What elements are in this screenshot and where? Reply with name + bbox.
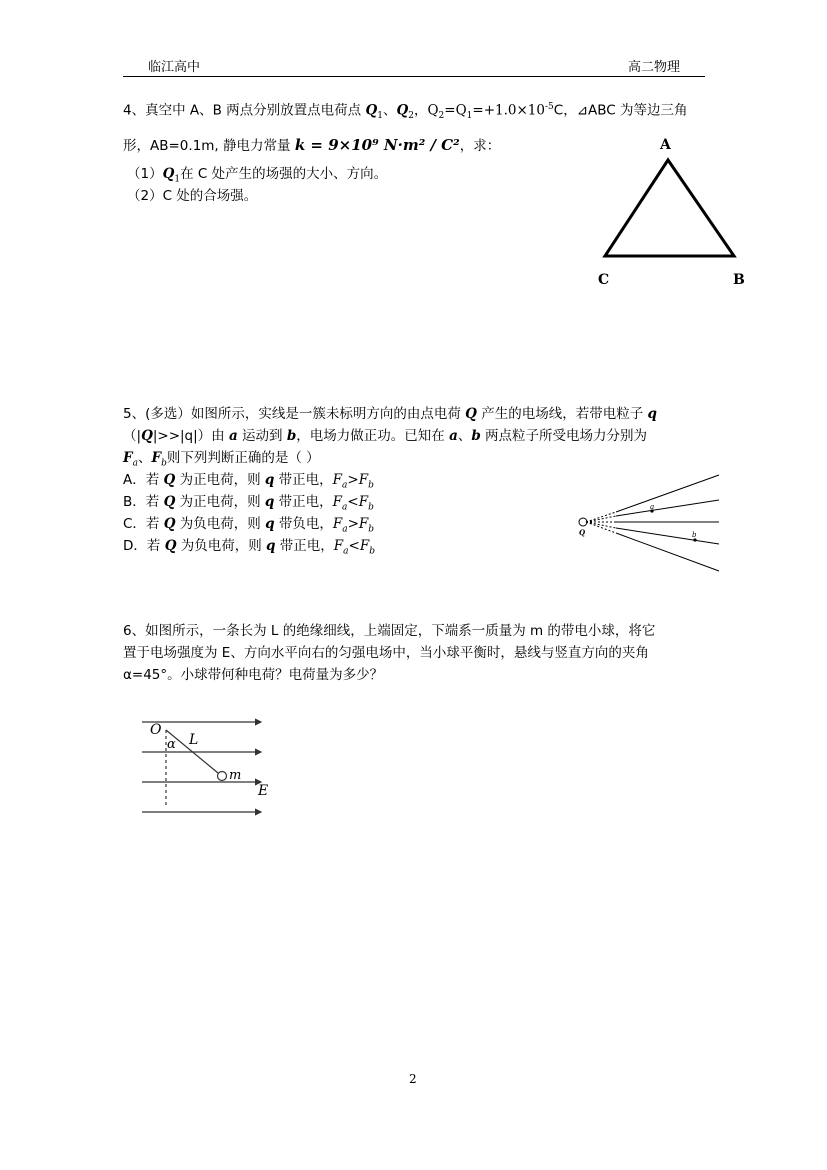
option-text: C．若	[123, 516, 164, 532]
option-var: q	[264, 472, 275, 488]
option-var: F	[332, 494, 343, 510]
option-text: 为正电荷，则	[175, 494, 265, 510]
option-var: Q	[163, 516, 176, 532]
option-var: q	[265, 516, 275, 532]
q5-var: b	[286, 428, 297, 444]
q5-text: 两点粒子所受电场力分别为	[480, 428, 648, 444]
option-text: B．若	[123, 494, 164, 510]
q5-var: a	[228, 428, 238, 444]
vertex-b-label: B	[733, 272, 745, 288]
q5-var: b	[471, 428, 481, 444]
q4-var: Q	[162, 166, 175, 182]
q4-text: （1）	[127, 166, 163, 182]
q4-text: ，Q	[413, 102, 439, 119]
q5-text: 5、(多选）如图所示，实线是一簇未标明方向的由点电荷	[123, 406, 466, 422]
q5-var: Q	[141, 428, 153, 444]
length-l-label: L	[189, 732, 199, 748]
header-subject: 高二物理	[628, 60, 681, 75]
option-var: Q	[164, 538, 177, 554]
option-text: 为负电荷，则	[176, 538, 267, 554]
vertex-a-label: A	[660, 137, 671, 153]
charge-q-label: Q	[579, 528, 586, 537]
q4-var-q1: Q	[365, 102, 378, 119]
q5-sub: a	[132, 458, 138, 469]
ball-circle	[218, 772, 227, 781]
option-op: <	[347, 494, 359, 510]
q4-item2: （2）C 处的合场强。	[127, 188, 258, 204]
q5-var: Q	[465, 406, 477, 422]
option-sub: a	[342, 502, 348, 513]
option-op: >	[347, 516, 359, 532]
option-op: >	[347, 472, 359, 488]
q4-text: =+1.0×10	[472, 102, 545, 119]
q5-text: （|	[123, 428, 142, 444]
q6-line2: 置于电场强度为 E、方向水平向右的匀强电场中，当小球平衡时，悬线与竖直方向的夹角	[123, 645, 649, 661]
q4-sub: 2	[408, 111, 414, 122]
option-var: Q	[163, 472, 176, 488]
q4-text: =Q	[444, 102, 467, 119]
option-var: F	[358, 494, 369, 510]
q5-text: 、	[457, 428, 472, 444]
field-e-label: E	[258, 783, 269, 799]
option-text: A．若	[123, 472, 164, 488]
q5-text: 运动到	[237, 428, 287, 444]
q4-sub: 1	[174, 174, 181, 185]
q4-formula: k = 9×10⁹ N·m² / C²	[294, 136, 460, 154]
q5-text: 、	[137, 450, 152, 466]
q4-text: 、	[382, 102, 397, 119]
vertex-c-label: C	[598, 272, 610, 288]
option-op: <	[348, 538, 360, 554]
option-var: F	[332, 472, 343, 488]
q5-var: q	[647, 406, 657, 422]
q4-text: 4、真空中 A、B 两点分别放置点电荷点	[123, 102, 366, 119]
option-var: F	[358, 516, 369, 532]
q5-var: F	[123, 450, 133, 466]
q4-sub: 2	[438, 111, 445, 122]
option-text: 为负电荷，则	[175, 516, 266, 532]
option-text: 带正电，	[275, 538, 334, 554]
q5-sub: b	[161, 458, 167, 469]
option-sub: a	[342, 480, 348, 491]
option-var: F	[332, 516, 343, 532]
option-text: 为正电荷，则	[175, 472, 265, 488]
mass-m-label: m	[229, 768, 242, 783]
q4-text: ，求：	[459, 138, 501, 154]
option-text: 带负电，	[274, 516, 333, 532]
option-var: F	[358, 472, 369, 488]
point-b-label: b	[692, 531, 697, 539]
q5-text: 产生的电场线，若带电粒子	[476, 406, 648, 422]
option-var: F	[333, 538, 344, 554]
option-sub: b	[368, 524, 375, 535]
option-sub: a	[343, 546, 349, 557]
q5-var: a	[449, 428, 458, 444]
q5-text: ，电场力做正功。已知在	[296, 428, 450, 444]
angle-alpha-label: α	[167, 737, 176, 752]
option-sub: b	[369, 546, 375, 557]
origin-o-label: O	[150, 722, 162, 738]
option-text: 带正电，	[274, 494, 333, 510]
option-sub: b	[368, 480, 374, 491]
q4-text: 在 C 处产生的场强的大小、方向。	[180, 166, 388, 182]
q6-line3: α=45°。小球带何种电荷？电荷量为多少？	[123, 667, 384, 683]
header-school: 临江高中	[148, 60, 201, 75]
q4-var-q2: Q	[396, 102, 409, 119]
q6-line1: 6、如图所示，一条长为 L 的绝缘细线，上端固定，下端系一质量为 m 的带电小球，将它	[123, 623, 656, 639]
q4-sub: 1	[377, 111, 383, 122]
option-sub: b	[368, 502, 374, 513]
q5-text: |>>|q|）由	[152, 428, 229, 444]
option-text: 带正电，	[274, 472, 333, 488]
q4-sup: -5	[545, 102, 554, 112]
q4-sub: 1	[466, 111, 473, 122]
option-var: q	[266, 538, 276, 554]
option-var: F	[359, 538, 370, 554]
option-var: q	[264, 494, 275, 510]
option-sub: a	[342, 524, 348, 535]
option-text: D．若	[123, 538, 165, 554]
q5-var: F	[151, 450, 162, 466]
option-var: Q	[163, 494, 176, 510]
q5-text: 则下列判断正确的是（ ）	[166, 450, 320, 466]
point-a-label: a	[650, 503, 655, 511]
q4-text: C，⊿ABC 为等边三角	[553, 102, 688, 119]
page-number: 2	[409, 1072, 417, 1086]
q4-text: 形，AB=0.1m, 静电力常量	[123, 138, 295, 154]
